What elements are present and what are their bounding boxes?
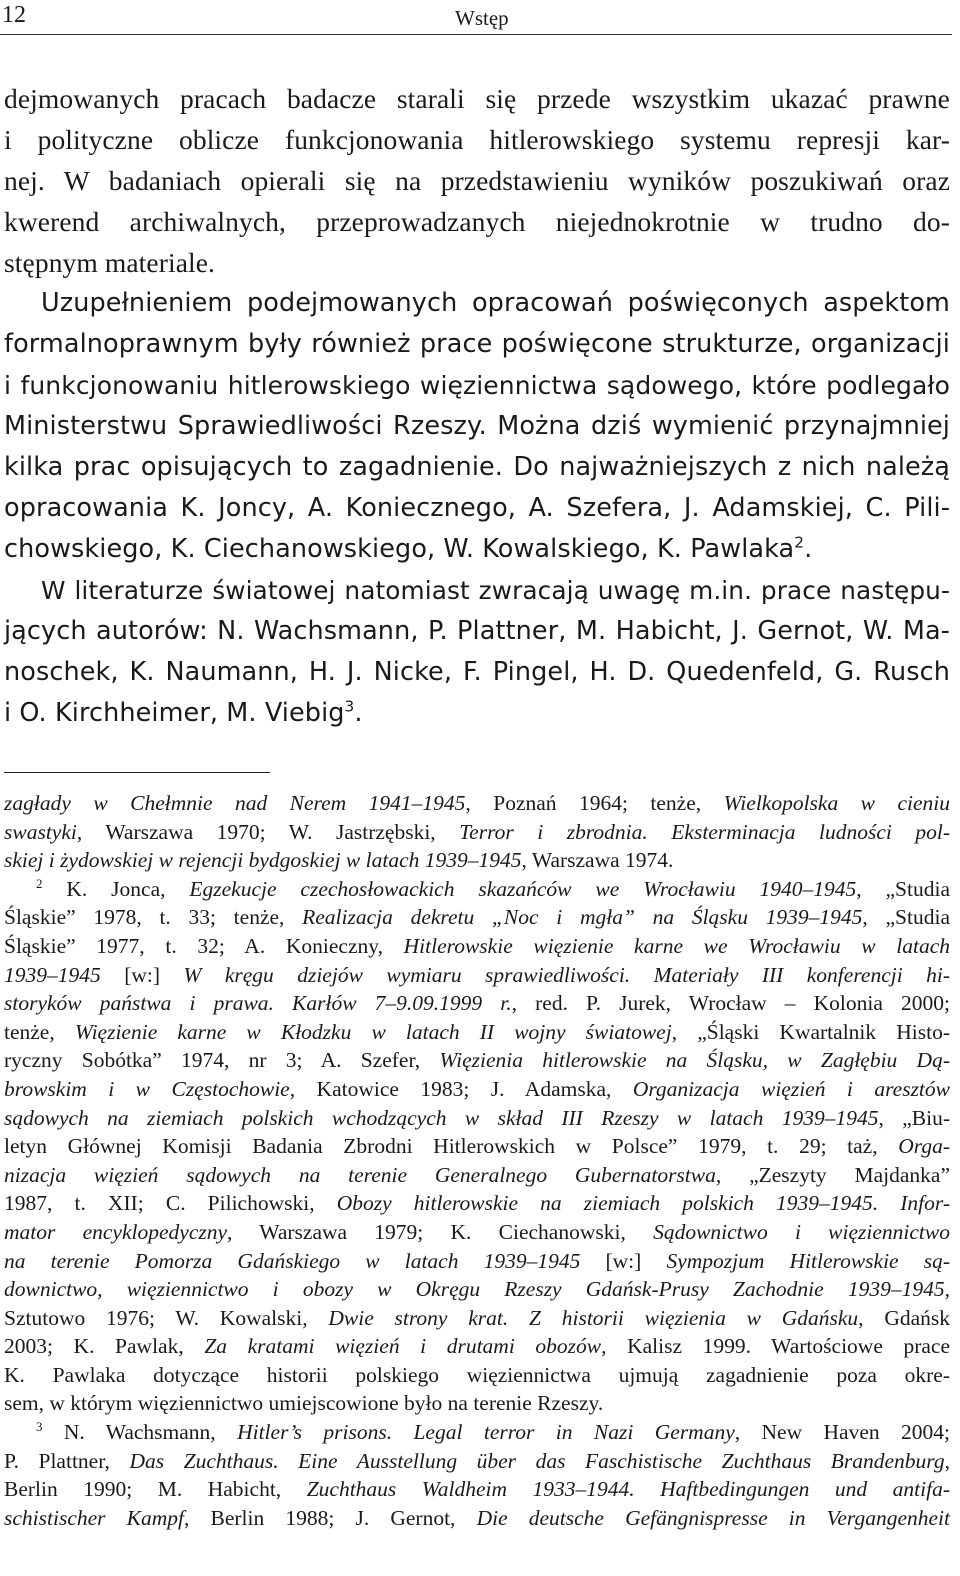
footnote-line: downictwo, więziennictwo i obozy w Okręgu Rzeszy Gdańsk-Prusy Zachodnie 1939–1945, (4, 1277, 950, 1302)
text-line: kilka prac opisujących to zagadnienie. Do najważniejszych z nich należą (4, 452, 950, 482)
footnote-separator (4, 772, 270, 773)
footnote-line: zagłady w Chełmnie nad Nerem 1941–1945, Poznań 1964; tenże, Wielkopolska w cieniu (4, 791, 950, 815)
footnote-marker-3: 3 (36, 1419, 43, 1434)
footnote-line: ryczny Sobótka” 1974, nr 3; A. Szefer, Więzienia hitlerowskie na Śląsku, w Zagłębiu Dą- (4, 1048, 950, 1073)
footnote-ref-2[interactable]: 2 (794, 533, 805, 552)
text-line: Uzupełnieniem podejmowanych opracowań poświęconych aspektom (41, 288, 950, 318)
text-line: chowskiego, K. Ciechanowskiego, W. Kowalskiego, K. Pawlaka$^2$. (4, 533, 813, 564)
text-line: Ministerstwu Sprawiedliwości Rzeszy. Można dziś wymienić przynajmniej (4, 411, 950, 441)
header-rule (0, 34, 952, 35)
footnote-line: $^3$ N. Wachsmann, Hitler’s prisons. Legal terror in Nazi Germany, New Haven 2004; (36, 1419, 951, 1445)
footnote-line: na terenie Pomorza Gdańskiego w latach 1939–1945 [w:] Sympozjum Hitlerowskie są- (4, 1248, 951, 1273)
running-title: Wstęp (455, 6, 509, 30)
footnote-line: Berlin 1990; M. Habicht, Zuchthaus Waldheim 1933–1944. Haftbedingungen und antifa- (4, 1477, 951, 1502)
text-line: dejmowanych pracach badacze starali się przede wszystkim ukazać prawne (4, 83, 950, 114)
text-line: formalnoprawnym były również prace poświęcone strukturze, organizacji (4, 329, 950, 359)
footnote-line: schistischer Kampf, Berlin 1988; J. Gernot, Die deutsche Gefängnispresse in Vergangenheit (4, 1505, 951, 1530)
text-line: i O. Kirchheimer, M. Viebig$^3$. (4, 697, 363, 728)
footnote-line: skiej i żydowskiej w rejencji bydgoskiej w latach 1939–1945, Warszawa 1974. (4, 848, 674, 873)
text-line: kwerend archiwalnych, przeprowadzanych niejednokrotnie w trudno do- (4, 206, 950, 237)
footnote-line: browskim i w Częstochowie, Katowice 1983; J. Adamska, Organizacja więzień i aresztów (4, 1076, 950, 1101)
text-line: noschek, K. Naumann, H. J. Nicke, F. Pingel, H. D. Quedenfeld, G. Rusch (4, 657, 950, 687)
footnote-line: Sztutowo 1976; W. Kowalski, Dwie strony krat. Z historii więzienia w Gdańsku, Gdańsk (4, 1305, 951, 1330)
text-line: jących autorów: N. Wachsmann, P. Plattner, M. Habicht, J. Gernot, W. Ma- (4, 616, 950, 646)
footnote-line: 1939–1945 [w:] W kręgu dziejów wymiaru sprawiedliwości. Materiały III konferencji hi- (4, 962, 951, 987)
running-header (0, 0, 952, 36)
footnote-line: 1987, t. XII; C. Pilichowski, Obozy hitlerowskie na ziemiach polskich 1939–1945. Infor- (4, 1191, 950, 1216)
footnote-line: nizacja więzień sądowych na terenie Generalnego Gubernatorstwa, „Zeszyty Majdanka” (4, 1162, 950, 1187)
footnotes (4, 789, 950, 1532)
text-line: nej. W badaniach opierali się na przedstawieniu wyników poszukiwań oraz (4, 165, 950, 196)
page-number: 12 (2, 2, 26, 28)
footnote-line: sądowych na ziemiach polskich wchodzących w skład III Rzeszy w latach 1939–1945, „Biu- (4, 1105, 950, 1130)
footnote-line: swastyki, Warszawa 1970; W. Jastrzębski, Terror i zbrodnia. Eksterminacja ludności pol- (4, 819, 950, 844)
footnote-line: K. Pawlaka dotyczące historii polskiego więziennictwa ujmują zagadnienie poza okre- (4, 1362, 950, 1387)
footnote-line: storyków państwa i prawa. Karłów 7–9.09.1999 r., red. P. Jurek, Wrocław – Kolonia 2000; (4, 991, 951, 1016)
footnote-line: Śląskie” 1978, t. 33; tenże, Realizacja dekretu „Noc i mgła” na Śląsku 1939–1945, „Studia (4, 905, 950, 930)
text-line: W literaturze światowej natomiast zwracają uwagę m.in. prace następu- (41, 576, 950, 605)
footnote-line: letyn Głównej Komisji Badania Zbrodni Hitlerowskich w Polsce” 1979, t. 29; taż, Orga- (4, 1134, 950, 1159)
footnote-line: sem, w którym więziennictwo umiejscowione było na terenie Rzeszy. (4, 1391, 604, 1416)
footnote-line: 2003; K. Pawlak, Za kratami więzień i drutami obozów, Kalisz 1999. Wartościowe prace (4, 1334, 950, 1359)
footnote-line: Śląskie” 1977, t. 32; A. Konieczny, Hitlerowskie więzienie karne we Wrocławiu w latach (4, 933, 951, 958)
footnote-line: $^2$ K. Jonca, Egzekucje czechosłowackich skazańców we Wrocławiu 1940–1945, „Studia (36, 876, 950, 901)
text-line: stępnym materiale. (4, 247, 216, 278)
text-line: i polityczne oblicze funkcjonowania hitlerowskiego systemu represji kar- (4, 124, 950, 155)
footnote-line: tenże, Więzienie karne w Kłodzku w latach II wojny światowej, „Śląski Kwartalnik Histo- (4, 1019, 951, 1044)
text-line: opracowania K. Joncy, A. Koniecznego, A. Szefera, J. Adamskiej, C. Pili- (4, 493, 950, 523)
footnote-marker-2: 2 (36, 876, 43, 891)
text-line: i funkcjonowaniu hitlerowskiego więziennictwa sądowego, które podlegało (4, 371, 950, 400)
footnote-line: mator encyklopedyczny, Warszawa 1979; K. Ciechanowski, Sądownictwo i więziennictwo (4, 1219, 950, 1244)
main-text (4, 78, 950, 734)
footnote-line: P. Plattner, Das Zuchthaus. Eine Ausstellung über das Faschistische Zuchthaus Brandenburg, (4, 1448, 950, 1473)
footnote-ref-3[interactable]: 3 (344, 697, 355, 716)
